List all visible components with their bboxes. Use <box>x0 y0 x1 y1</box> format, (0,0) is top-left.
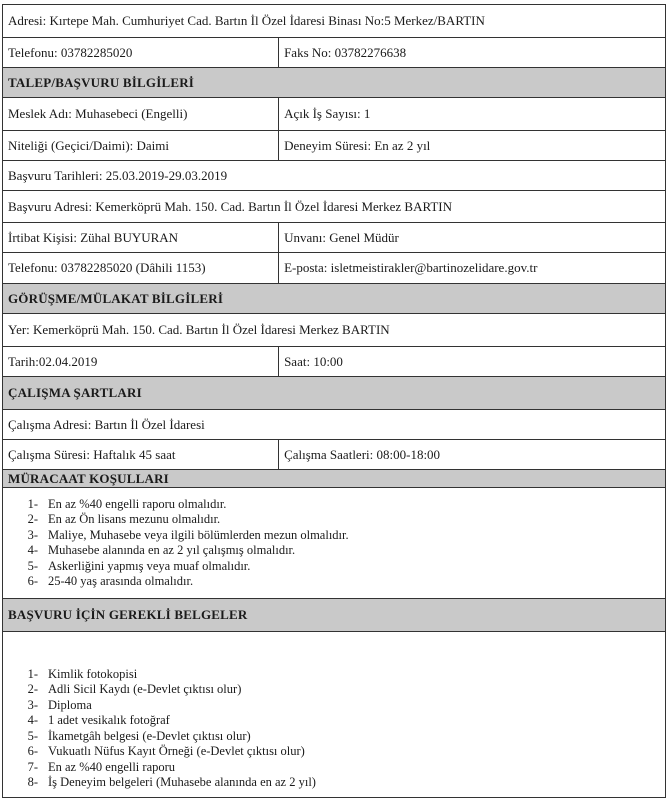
list-item <box>8 543 665 559</box>
application-address-field: Başvuru Adresi: Kemerköprü Mah. 150. Cad. Bartın İl Özel İdaresi Merkez BARTIN <box>3 191 666 223</box>
contact-phone: Telefonu: 03782285020 <box>3 38 279 68</box>
contact-person-field: İrtibat Kişisi: Zühal BUYURAN <box>3 223 279 253</box>
list-item-number: 5- <box>27 728 38 743</box>
application-dates-field: Başvuru Tarihleri: 25.03.2019-29.03.2019 <box>3 161 666 191</box>
list-item-text: Adli Sicil Kaydı (e-Devlet çıktısı olur) <box>48 682 242 696</box>
working-conditions-header: ÇALIŞMA ŞARTLARI <box>3 377 666 410</box>
email-field: E-posta: isletmeistirakler@bartinozelidare.gov.tr <box>279 253 666 284</box>
list-item-text: En az %40 engelli raporu olmalıdır. <box>48 496 227 511</box>
interview-time-field: Saat: 10:00 <box>279 347 666 377</box>
list-item-number: 8- <box>27 775 38 789</box>
work-hours-field: Çalışma Saatleri: 08:00-18:00 <box>279 440 666 470</box>
contact-phone-row <box>3 38 666 68</box>
list-item-text: Maliye, Muhasebe veya ilgili bölümlerden mezun olmalıdır. <box>48 527 349 542</box>
list-item-text: Muhasebe alanında en az 2 yıl çalışmış olmalıdır. <box>48 543 296 557</box>
list-item-number: 4- <box>27 713 38 727</box>
list-item <box>8 559 665 575</box>
list-item <box>8 574 665 590</box>
contact-address-row <box>3 5 666 38</box>
list-item-text: İkametgâh belgesi (e-Devlet çıktısı olur) <box>48 728 251 743</box>
work-address-field: Çalışma Adresi: Bartın İl Özel İdaresi <box>3 410 666 440</box>
job-title-field: Unvanı: Genel Müdür <box>279 223 666 253</box>
nature-field: Niteliği (Geçici/Daimi): Daimi <box>3 131 279 161</box>
contact-address: Adresi: Kırtepe Mah. Cumhuriyet Cad. Bartın İl Özel İdaresi Binası No:5 Merkez/BARTIN <box>3 5 666 38</box>
list-item <box>8 667 665 683</box>
list-item-text: 1 adet vesikalık fotoğraf <box>48 713 170 727</box>
list-item <box>8 760 665 776</box>
list-item <box>8 497 665 513</box>
interview-date-field: Tarih:02.04.2019 <box>3 347 279 377</box>
list-item <box>8 512 665 528</box>
application-phone-field: Telefonu: 03782285020 (Dâhili 1153) <box>3 253 279 284</box>
contact-fax: Faks No: 03782276638 <box>279 38 666 68</box>
list-item-number: 4- <box>27 543 38 557</box>
list-item <box>8 528 665 544</box>
list-item <box>8 682 665 698</box>
list-item-number: 1- <box>27 496 38 511</box>
interview-place-field: Yer: Kemerköprü Mah. 150. Cad. Bartın İl Özel İdaresi Merkez BARTIN <box>3 314 666 347</box>
list-item-text: 25-40 yaş arasında olmalıdır. <box>48 574 194 588</box>
work-duration-field: Çalışma Süresi: Haftalık 45 saat <box>3 440 279 470</box>
list-item-text: Vukuatlı Nüfus Kayıt Örneği (e-Devlet çıktısı olur) <box>48 744 305 758</box>
list-item <box>8 744 665 760</box>
job-posting-form <box>2 4 666 798</box>
list-item <box>8 775 665 791</box>
list-item-text: Diploma <box>48 697 92 712</box>
list-item-text: Kimlik fotokopisi <box>48 666 138 681</box>
list-item-number: 6- <box>27 574 38 588</box>
application-conditions-list <box>8 497 665 590</box>
list-item-text: En az Ön lisans mezunu olmalıdır. <box>48 512 221 526</box>
list-item-number: 3- <box>27 527 38 542</box>
experience-field: Deneyim Süresi: En az 2 yıl <box>279 131 666 161</box>
required-documents-header: BAŞVURU İÇİN GEREKLİ BELGELER <box>3 599 666 632</box>
list-item-number: 2- <box>27 512 38 526</box>
list-item-number: 2- <box>27 682 38 696</box>
list-item <box>8 698 665 714</box>
list-item-number: 3- <box>27 697 38 712</box>
interview-info-header: GÖRÜŞME/MÜLAKAT BİLGİLERİ <box>3 284 666 314</box>
list-item-number: 7- <box>27 759 38 774</box>
occupation-field: Meslek Adı: Muhasebeci (Engelli) <box>3 98 279 131</box>
application-conditions-header: MÜRACAAT KOŞULLARI <box>3 470 666 488</box>
list-item-number: 1- <box>27 666 38 681</box>
application-conditions-cell <box>3 488 666 599</box>
list-item-number: 6- <box>27 744 38 758</box>
required-documents-list <box>8 667 665 791</box>
list-item <box>8 729 665 745</box>
required-documents-cell <box>3 632 666 798</box>
application-info-header: TALEP/BAŞVURU BİLGİLERİ <box>3 68 666 98</box>
list-item-text: İş Deneyim belgeleri (Muhasebe alanında en az 2 yıl) <box>48 775 316 789</box>
list-item-text: Askerliğini yapmış veya muaf olmalıdır. <box>48 558 251 573</box>
open-positions-field: Açık İş Sayısı: 1 <box>279 98 666 131</box>
list-item <box>8 713 665 729</box>
list-item-number: 5- <box>27 558 38 573</box>
list-item-text: En az %40 engelli raporu <box>48 759 176 774</box>
